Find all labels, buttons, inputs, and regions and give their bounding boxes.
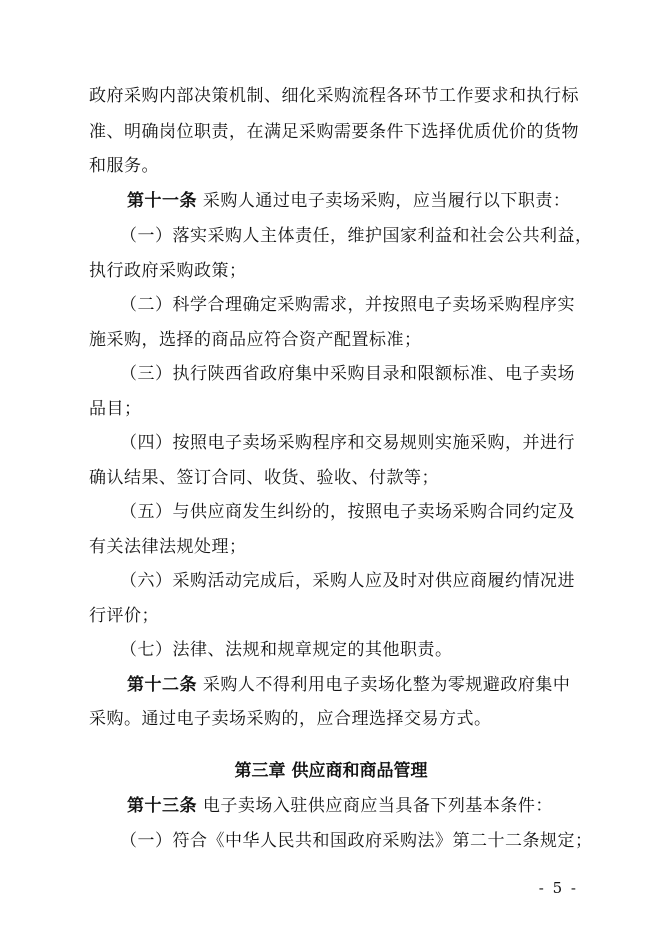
text-line: 采购人通过电子卖场采购，应当履行以下职责： — [202, 191, 571, 211]
article-11-heading: 第十一条 — [127, 191, 197, 211]
text-line: （一）符合《中华人民共和国政府采购法》第二十二条规定； — [120, 831, 593, 851]
text-line: （七）法律、法规和规章规定的其他职责。 — [120, 640, 453, 660]
text-line: 采购人不得利用电子卖场化整为零规避政府集中 — [202, 675, 571, 695]
text-line: 电子卖场入驻供应商应当具备下列基本条件： — [202, 796, 553, 816]
chapter-title: 第三章 供应商和商品管理 — [234, 761, 428, 781]
text-line: 执行政府采购政策； — [89, 261, 247, 281]
article-12-heading: 第十二条 — [127, 675, 197, 695]
text-line: 和服务。 — [89, 156, 159, 176]
article-13-paragraph — [127, 796, 553, 816]
article-13-heading: 第十三条 — [127, 796, 197, 816]
text-line: （二）科学合理确定采购需求，并按照电子卖场采购程序实 — [120, 295, 575, 315]
text-line: （五）与供应商发生纠纷的，按照电子卖场采购合同约定及 — [120, 502, 575, 522]
text-line: 行评价； — [89, 606, 159, 626]
article-12-paragraph — [127, 675, 570, 695]
text-line: （三）执行陕西省政府集中采购目录和限额标准、电子卖场 — [120, 364, 575, 384]
text-line: 准、明确岗位职责，在满足采购需要条件下选择优质优价的货物 — [89, 122, 579, 142]
text-line: 有关法律法规处理； — [89, 537, 247, 557]
article-11-paragraph — [127, 191, 570, 211]
text-line: 政府采购内部决策机制、细化采购流程各环节工作要求和执行标 — [89, 86, 579, 106]
text-line: 采购。通过电子卖场采购的，应合理选择交易方式。 — [89, 709, 492, 729]
page-number: - 5 - — [538, 879, 578, 897]
text-line: 确认结果、签订合同、收货、验收、付款等； — [89, 468, 439, 488]
text-line: （六）采购活动完成后，采购人应及时对供应商履约情况进 — [120, 571, 575, 591]
text-line: （一）落实采购人主体责任，维护国家利益和社会公共利益， — [120, 226, 593, 246]
text-line: 品目； — [89, 399, 142, 419]
text-line: 施采购，选择的商品应符合资产配置标准； — [89, 330, 422, 350]
text-line: （四）按照电子卖场采购程序和交易规则实施采购，并进行 — [120, 433, 575, 453]
